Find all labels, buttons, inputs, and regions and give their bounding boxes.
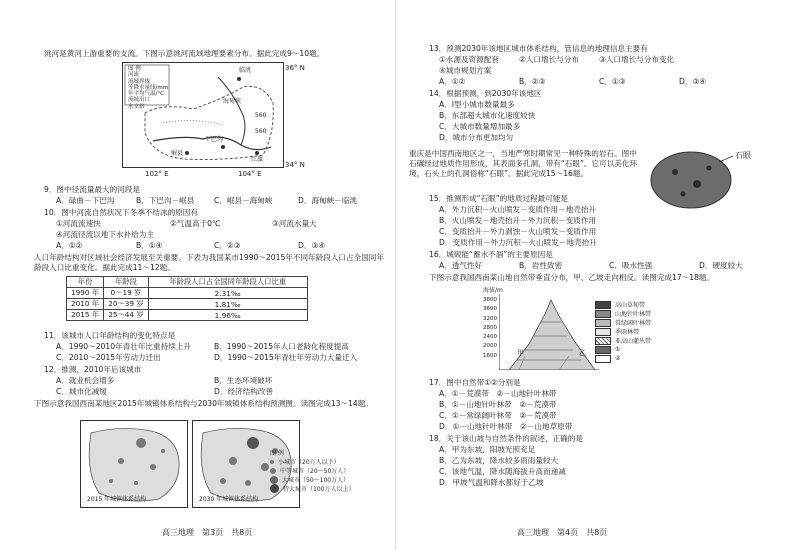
legend-item: ①	[615, 346, 621, 353]
q9-option[interactable]: B．下巴沟－岷县	[136, 196, 195, 205]
place-label: 岷县	[171, 150, 184, 157]
legend-row	[595, 345, 651, 354]
q13-option: ①水源及资源配套	[439, 55, 499, 64]
place-label: 临洮	[239, 67, 252, 74]
legend-item: 亚高山灌丛带	[615, 338, 652, 345]
q11-option[interactable]: A．1990～2010年青壮年比重持续上升	[56, 342, 191, 351]
q15-option[interactable]: D．变质作用－外力沉积－火山喷发－地壳抬升	[439, 238, 597, 247]
q12-option[interactable]: D．经济结构改善	[214, 387, 274, 396]
table-cell: 1.96‰	[148, 310, 307, 321]
q13-stem: 13．预测2030年该地区城市体系结构，管信息的地理信息主要有	[429, 44, 648, 53]
q16-stem: 16．城砚能“蓄水不涸”的主要原因是	[429, 250, 553, 259]
q11-option[interactable]: C．2010～2015年劳动力迁出	[56, 353, 161, 362]
legend-item: 等降水量线/mm	[128, 84, 169, 91]
q15-stem: 15．推测形成“石眼”的地质过程最可能是	[429, 194, 569, 203]
table-cell: 25～44 岁	[104, 310, 148, 321]
q17-stem: 17．图中自然带①②分别是	[429, 378, 521, 387]
vertical-zone-chart	[499, 294, 599, 370]
legend-item: 中等城市（20～50万人）	[280, 468, 350, 475]
q17-option[interactable]: D．①－山地针叶林带 ②－山地草原带	[439, 422, 573, 431]
q9-option[interactable]: C．岷县－海甸峡	[214, 196, 273, 205]
intro2-text: 下图示意我国西南某山地自然带垂直分布，甲、乙坡走向相反。读图完成17～18题。	[429, 273, 715, 282]
taohe-map	[122, 62, 284, 168]
lon-label: 104° E	[238, 170, 262, 178]
q12-option[interactable]: C．城市化减缓	[56, 387, 107, 396]
legend-row	[270, 475, 354, 484]
slope-label: 甲	[517, 349, 524, 357]
q11-option[interactable]: D．1990～2015年青壮年劳动力大量迁入	[214, 353, 358, 362]
intro-text: 洮河是黄河上游重要的支流。下图示意洮河流域地理要素分布。据此完成9～10题。	[44, 49, 325, 58]
q14-option[interactable]: A．Ⅰ型小城市数量最多	[439, 100, 515, 109]
left-page	[0, 0, 396, 550]
legend-item: 小城市（20万人以下）	[278, 459, 340, 466]
q12-option[interactable]: A．就业机会增多	[56, 376, 115, 385]
y-tick: 3800	[483, 297, 497, 303]
q18-stem: 18．关于该山坡与自然条件的叙述，正确的是	[429, 434, 583, 443]
urban-map-2015	[80, 420, 188, 508]
q12-stem: 12．推测，2010年后该城市	[44, 365, 142, 374]
q9-option[interactable]: D．海甸峡－临洮	[298, 196, 358, 205]
q11-option[interactable]: B．1990～2015年人口老龄化程度提高	[214, 342, 349, 351]
q11-stem: 11．该城市人口年龄结构的变化特点是	[44, 331, 176, 340]
stone-label: 石眼	[735, 151, 751, 160]
right-page	[399, 0, 794, 550]
q13-option: ②人口增长与分布	[519, 55, 579, 64]
legend-row	[595, 318, 651, 327]
y-tick: 3200	[483, 315, 497, 322]
intro-text: 重庆是中国西南地区之一，当地严寒时期常见一种特殊的岩石。图中石碾经过地质作用形成，其表面多孔洞，带有“石眼”。它可以美化环境，石头上的孔洞俗称“石眼”。据此完成15～16题。	[409, 149, 638, 178]
q17-option[interactable]: C．①－常绿阔叶林带 ②－荒漠带	[439, 411, 557, 420]
legend-row	[270, 466, 354, 475]
place-label: 海甸峡	[223, 98, 242, 105]
q13-answer[interactable]: A．①②	[439, 77, 466, 86]
table-header: 年龄段人口占全国同年龄段人口比重	[148, 277, 307, 288]
y-tick: 1600	[483, 352, 497, 359]
q18-option[interactable]: D．甲坡气温和降水都好于乙坡	[439, 478, 544, 487]
isoline-label: 560	[255, 128, 267, 135]
legend-item: 年平均气温/°C	[128, 91, 164, 98]
q16-option[interactable]: A．透气性好	[439, 261, 483, 270]
q9-option[interactable]: A．碌曲－下巴沟	[56, 196, 115, 205]
lon-label: 102° E	[145, 170, 169, 178]
q17-option[interactable]: B．①－山地针叶林带 ②－荒漠带	[439, 400, 557, 409]
table-header: 年份	[67, 277, 104, 288]
legend-item: 流域出口	[128, 97, 151, 104]
table-cell: 1990 年	[67, 288, 104, 299]
legend-item: ②	[615, 355, 621, 362]
legend-item: 河流	[128, 72, 140, 79]
q14-option[interactable]: C．大城市数量增加最多	[439, 122, 521, 131]
legend-row	[595, 354, 651, 363]
q14-stem: 14．根据预测，到2030年该地区	[429, 89, 542, 98]
map-caption: 2015 年城镇体系结构	[87, 496, 147, 503]
map-caption: 2030 年城镇体系结构	[199, 496, 259, 503]
place-label: 下巴沟	[205, 136, 224, 143]
chart-yticks	[479, 296, 497, 361]
table-row	[67, 299, 308, 310]
legend-item: 特大城市（100万人以上）	[283, 486, 355, 493]
q10-stem: 10．图中河流自然状况下冬季不结冰的原因有	[44, 208, 198, 217]
stone-image	[649, 148, 745, 210]
isoline-label: 560	[255, 112, 267, 119]
table-cell: 20～39 岁	[104, 299, 148, 310]
q13-option: ③人口增长与分布变化	[599, 55, 675, 64]
table-row	[67, 288, 308, 299]
map-legend	[128, 66, 168, 110]
q16-option[interactable]: B．岩性致密	[519, 261, 563, 270]
legend-title: 图 例	[128, 66, 141, 72]
page-footer: 高三地理 第4页 共8页	[517, 528, 608, 537]
legend-item: 大城市（50～100万人）	[282, 477, 350, 484]
lat-label: 34° N	[285, 161, 305, 169]
intro3-text: 下图示意我国西南某地区2015年城镇体系结构与2030年城镇体系结构预测图。读图完成13～14题。	[34, 399, 373, 408]
q17-option[interactable]: A．①－荒漠带 ②－山地针叶林带	[439, 389, 557, 398]
table-header: 年龄段	[104, 277, 148, 288]
legend-row	[595, 327, 651, 336]
table-cell: 0～19 岁	[104, 288, 148, 299]
legend-item: 季雨林带	[615, 329, 640, 336]
legend-item: 水文站	[128, 103, 145, 110]
chart-ylabel: 海拔/m	[483, 287, 503, 294]
q10-option: ①河流流速快	[56, 219, 101, 228]
table-cell: 1.81‰	[148, 299, 307, 310]
y-tick: 2400	[483, 334, 497, 341]
y-tick: 3600	[483, 306, 497, 313]
q16-option[interactable]: D．硬度较大	[699, 261, 743, 270]
zone-legend	[595, 300, 651, 363]
intro2-text: 人口年龄结构对区域社会经济发展至关重要。下表为我国某市1990～2015年不同年龄段人口占全国同年龄段人口比重变化。据此完成11～12题。	[34, 253, 384, 272]
y-tick: 2800	[483, 324, 497, 331]
legend-row	[595, 300, 651, 309]
lat-label: 36° N	[285, 64, 305, 72]
q18-option[interactable]: B．乙为东坡，降水较多雨雨量较大	[439, 456, 559, 465]
table-header-row	[67, 277, 308, 288]
q15-option[interactable]: B．火山喷发－地壳抬升－外力沉积－变质作用	[439, 216, 597, 225]
q18-option[interactable]: A．甲为东坡，阳坡光照充足	[439, 445, 536, 454]
legend-item: 山地针叶林带	[615, 311, 652, 318]
place-label: 红旗	[251, 156, 264, 163]
q13-answer[interactable]: D．③④	[679, 77, 707, 86]
table-cell: 2.31‰	[148, 288, 307, 299]
page-footer: 高三地理 第3页 共8页	[162, 528, 253, 537]
population-table	[66, 276, 308, 321]
q16-option[interactable]: C．吸水性强	[609, 261, 653, 270]
q10-answer[interactable]: D．③④	[298, 241, 326, 250]
q10-option: ②气温高于0℃	[170, 219, 221, 228]
table-cell: 2010 年	[67, 299, 104, 310]
legend-row	[595, 336, 651, 345]
slope-label: 乙	[579, 349, 586, 357]
urban-legend	[270, 448, 354, 493]
q10-option: ③河流水量大	[272, 219, 317, 228]
table-cell: 2015 年	[67, 310, 104, 321]
q15-option[interactable]: C．变质抬升－外力剥蚀－火山喷发－变质作用	[439, 227, 597, 236]
q10-option: ④河流径流以地下水补给为主	[56, 230, 154, 239]
q10-answer[interactable]: B．①④	[136, 241, 163, 250]
q15-option[interactable]: A．外力沉积－火山喷发－变质作用－地壳抬升	[439, 205, 597, 214]
legend-item: 常绿阔叶林带	[615, 320, 652, 327]
table-row	[67, 310, 308, 321]
legend-item: 高山草甸带	[615, 302, 646, 309]
legend-row	[270, 457, 354, 466]
q14-option[interactable]: D．城市分布更加均匀	[439, 133, 514, 142]
y-tick: 2000	[483, 343, 497, 350]
q10-answer[interactable]: A．①②	[56, 241, 83, 250]
legend-item: 流域界线	[128, 78, 151, 85]
legend-row	[270, 484, 354, 493]
legend-row	[595, 309, 651, 318]
q18-option[interactable]: C．该地气温，降水随海拔升高而递减	[439, 467, 566, 476]
q13-option: ④城市规划方案	[439, 66, 492, 75]
q10-answer[interactable]: C．②③	[214, 241, 241, 250]
q9-stem: 9．图中径流量最大的河段是	[44, 185, 140, 194]
q13-answer[interactable]: B．②③	[519, 77, 546, 86]
q14-option[interactable]: B．东部超大城市化速度较快	[439, 111, 536, 120]
q12-option[interactable]: B．生态环境破坏	[214, 376, 273, 385]
legend-title: 图 例	[270, 450, 284, 457]
q13-answer[interactable]: C．①③	[599, 77, 626, 86]
